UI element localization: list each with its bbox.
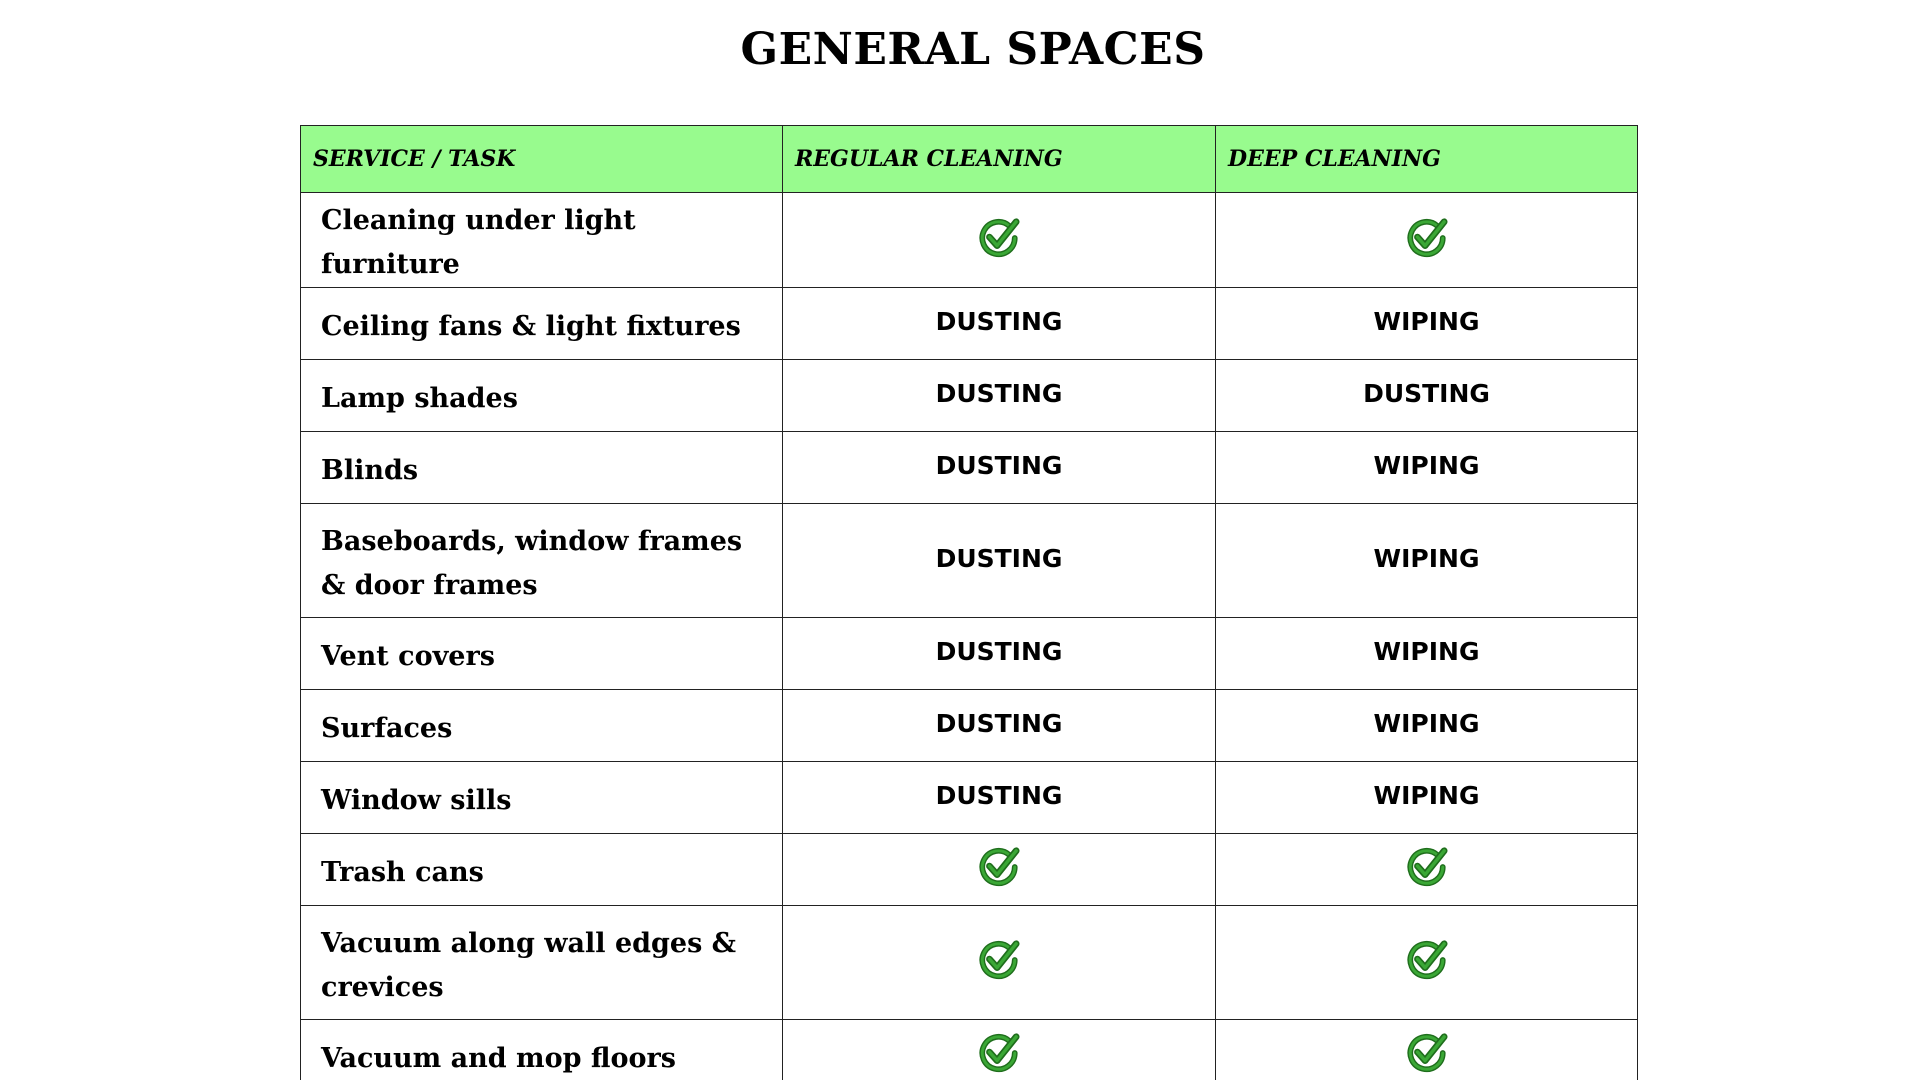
deep-cell xyxy=(1216,504,1638,618)
task-cell: Vent covers xyxy=(301,618,783,690)
regular-value-text: DUSTING xyxy=(935,636,1063,666)
regular-cell xyxy=(783,1020,1216,1080)
task-cell: Lamp shades xyxy=(301,360,783,432)
regular-cell xyxy=(783,762,1216,834)
green-checkmark-icon xyxy=(978,1032,1020,1074)
deep-cell xyxy=(1216,834,1638,906)
table-row xyxy=(301,1020,1638,1080)
table-row xyxy=(301,906,1638,1020)
deep-cell xyxy=(1216,618,1638,690)
regular-value-text: DUSTING xyxy=(935,306,1063,336)
table-row xyxy=(301,432,1638,504)
task-cell: Baseboards, window frames & door frames xyxy=(301,504,783,618)
deep-cell xyxy=(1216,288,1638,360)
task-cell: Ceiling fans & light fixtures xyxy=(301,288,783,360)
task-cell: Window sills xyxy=(301,762,783,834)
deep-cell xyxy=(1216,1020,1638,1080)
regular-cell xyxy=(783,504,1216,618)
services-table xyxy=(300,125,1638,1080)
task-cell: Cleaning under light furniture xyxy=(301,193,783,288)
green-checkmark-icon xyxy=(1406,846,1448,888)
table-row xyxy=(301,834,1638,906)
regular-cell xyxy=(783,193,1216,288)
task-cell: Trash cans xyxy=(301,834,783,906)
deep-value-text: DUSTING xyxy=(1363,378,1490,408)
deep-cell xyxy=(1216,690,1638,762)
regular-cell xyxy=(783,432,1216,504)
table-row xyxy=(301,618,1638,690)
green-checkmark-icon xyxy=(1406,217,1448,259)
deep-value-text: WIPING xyxy=(1373,780,1480,810)
table-row xyxy=(301,762,1638,834)
deep-cell xyxy=(1216,432,1638,504)
deep-cell xyxy=(1216,906,1638,1020)
table-row xyxy=(301,504,1638,618)
deep-value-text: WIPING xyxy=(1373,306,1480,336)
deep-cell xyxy=(1216,360,1638,432)
regular-cell xyxy=(783,360,1216,432)
green-checkmark-icon xyxy=(1406,939,1448,981)
deep-value-text: WIPING xyxy=(1373,708,1480,738)
regular-cell xyxy=(783,618,1216,690)
regular-cell xyxy=(783,906,1216,1020)
regular-value-text: DUSTING xyxy=(935,780,1063,810)
green-checkmark-icon xyxy=(978,217,1020,259)
task-cell: Blinds xyxy=(301,432,783,504)
task-cell: Vacuum and mop floors xyxy=(301,1020,783,1080)
regular-value-text: DUSTING xyxy=(935,543,1063,573)
regular-cell xyxy=(783,288,1216,360)
green-checkmark-icon xyxy=(1406,1032,1448,1074)
deep-cell xyxy=(1216,193,1638,288)
header-deep-cleaning: DEEP CLEANING xyxy=(1216,126,1638,193)
table-row xyxy=(301,690,1638,762)
deep-value-text: WIPING xyxy=(1373,543,1480,573)
deep-value-text: WIPING xyxy=(1373,636,1480,666)
regular-value-text: DUSTING xyxy=(935,450,1063,480)
green-checkmark-icon xyxy=(978,939,1020,981)
table-row xyxy=(301,193,1638,288)
regular-cell xyxy=(783,834,1216,906)
header-service-task: SERVICE / TASK xyxy=(301,126,783,193)
deep-value-text: WIPING xyxy=(1373,450,1480,480)
table-row xyxy=(301,360,1638,432)
green-checkmark-icon xyxy=(978,846,1020,888)
task-cell: Vacuum along wall edges & crevices xyxy=(301,906,783,1020)
deep-cell xyxy=(1216,762,1638,834)
table-row xyxy=(301,288,1638,360)
regular-value-text: DUSTING xyxy=(935,708,1063,738)
regular-value-text: DUSTING xyxy=(935,378,1063,408)
regular-cell xyxy=(783,690,1216,762)
table-header-row xyxy=(301,126,1638,193)
page-title: GENERAL SPACES xyxy=(740,24,1206,75)
task-cell: Surfaces xyxy=(301,690,783,762)
header-regular-cleaning: REGULAR CLEANING xyxy=(783,126,1216,193)
